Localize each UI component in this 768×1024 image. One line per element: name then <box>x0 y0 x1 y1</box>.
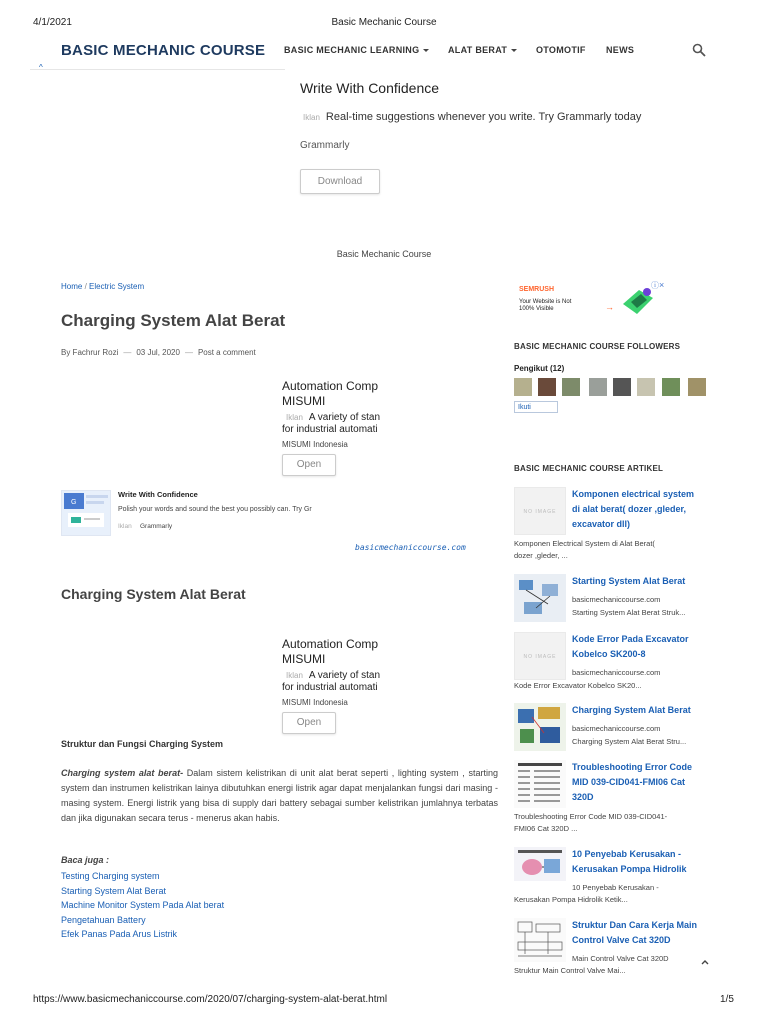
open-button[interactable]: Open <box>282 454 336 476</box>
article-snippet: Kode Error Excavator Kobelco SK20... <box>514 681 642 690</box>
article-snippet: Starting System Alat Berat Struk... <box>572 608 686 617</box>
search-icon[interactable] <box>692 43 706 57</box>
article-thumbnail[interactable] <box>514 918 566 962</box>
article-domain: basicmechaniccourse.com <box>572 668 661 677</box>
article-snippet: Struktur Main Control Valve Mai... <box>514 966 626 975</box>
top-ad-title[interactable]: Write With Confidence <box>300 80 440 96</box>
print-date: 4/1/2021 <box>33 17 72 28</box>
ad-tag: Iklan <box>303 113 320 122</box>
article-thumbnail[interactable]: NO IMAGE <box>514 487 566 535</box>
baca-juga-label: Baca juga : <box>61 855 110 865</box>
avatar[interactable] <box>589 378 607 396</box>
breadcrumb-section[interactable]: Electric System <box>89 282 145 291</box>
post-meta: By Fachrur Rozi — 03 Jul, 2020 — Post a comment <box>61 348 256 357</box>
arrow-right-icon: → <box>605 302 614 312</box>
subheading: Struktur dan Fungsi Charging System <box>61 739 224 749</box>
avatar[interactable] <box>514 378 532 396</box>
nav-otomotif[interactable]: OTOMOTIF <box>536 45 586 55</box>
article-title[interactable]: Struktur Dan Cara Kerja Main Control Valve Cat 320D <box>572 920 698 945</box>
ad-tag: Iklan <box>118 523 132 530</box>
grammarly-logo-icon <box>62 491 110 535</box>
print-page-number: 1/5 <box>720 994 734 1005</box>
scroll-top-icon[interactable] <box>700 957 710 967</box>
breadcrumb: Home / Electric System <box>61 282 145 291</box>
open-button[interactable]: Open <box>282 712 336 734</box>
article-snippet: Komponen Electrical System di Alat Berat( dozer ,gleder, ... <box>514 539 655 560</box>
breadcrumb-home[interactable]: Home <box>61 282 83 291</box>
article-title[interactable]: Komponen electrical system di alat berat( dozer ,gleder, excavator dll) <box>572 489 695 529</box>
top-ad-brand: Grammarly <box>300 140 350 151</box>
related-link[interactable]: Testing Charging system <box>61 871 160 881</box>
article-thumbnail[interactable] <box>514 703 566 751</box>
ad-choices-icon[interactable]: ⓘ <box>651 281 659 290</box>
article-snippet: Charging System Alat Berat Stru... <box>572 737 687 746</box>
article-title[interactable]: Troubleshooting Error Code MID 039-CID041-FMI06 Cat 320D <box>572 762 693 802</box>
print-title: Basic Mechanic Course <box>331 17 437 28</box>
avatar[interactable] <box>688 378 706 396</box>
avatar[interactable] <box>562 378 580 396</box>
article-thumbnail[interactable] <box>514 574 566 622</box>
nav-basic-mechanic-learning[interactable]: BASIC MECHANIC LEARNING <box>284 45 429 55</box>
nav-alat-berat[interactable]: ALAT BERAT <box>448 45 517 55</box>
semrush-ad[interactable] <box>513 280 665 322</box>
article-paragraph: Charging system alat berat- Dalam sistem kelistrikan di unit alat berat seperti , lighting system , starting system dan instrumen kelistrikan lainya dibutuhkan energi listrik agar dapat menjalankan fungsi dari masing - masing system. Energi listrik yang bisa di supply dari battery sebagai sumber kelistrikan jumlahnya terbatas dan jika digunakan secara terus - menerus akan habis. <box>61 768 498 823</box>
print-url: https://www.basicmechaniccourse.com/2020/07/charging-system-alat-berat.html <box>33 994 388 1005</box>
post-date: 03 Jul, 2020 <box>136 348 180 357</box>
chevron-down-icon <box>511 49 517 52</box>
article-thumbnail[interactable] <box>514 760 566 808</box>
nav-news[interactable]: NEWS <box>606 45 635 55</box>
followers-heading: BASIC MECHANIC COURSE FOLLOWERS <box>514 342 681 351</box>
nav-divider <box>30 69 285 70</box>
article-title[interactable]: 10 Penyebab Kerusakan - Kerusakan Pompa Hidrolik <box>572 849 687 874</box>
svg-text:G: G <box>71 499 77 506</box>
chevron-up-icon[interactable]: ^ <box>39 63 43 72</box>
article-snippet: Troubleshooting Error Code MID 039-CID041- FMI06 Cat 320D ... <box>514 812 668 833</box>
avatar[interactable] <box>637 378 655 396</box>
grammarly-ad-body: Polish your words and sound the best you possibly can. Try Gr <box>118 506 312 513</box>
section-heading: Charging System Alat Berat <box>61 586 246 602</box>
grammarly-thumbnail[interactable] <box>61 490 111 536</box>
misumi-ad[interactable]: Automation Comp MISUMI Iklan A variety of stan for industrial automati <box>282 379 381 435</box>
related-link[interactable]: Starting System Alat Berat <box>61 885 167 896</box>
article-domain: basicmechaniccourse.com <box>572 724 661 733</box>
article-snippet: Main Control Valve Cat 320D <box>572 954 669 963</box>
grammarly-ad-brand: Grammarly <box>140 523 173 530</box>
misumi-ad[interactable]: Automation Comp MISUMI Iklan A variety of stan for industrial automati <box>282 637 381 693</box>
site-name-center: Basic Mechanic Course <box>336 249 432 259</box>
article-snippet: 10 Penyebab Kerusakan - <box>572 883 659 892</box>
related-link[interactable]: Pengetahuan Battery <box>61 914 146 925</box>
grammarly-ad-title[interactable]: Write With Confidence <box>118 490 198 499</box>
post-comment-link[interactable]: Post a comment <box>197 348 256 357</box>
baca-juga-links <box>61 869 224 942</box>
article-domain: basicmechaniccourse.com <box>572 595 661 604</box>
misumi-source: MISUMI Indonesia <box>282 440 348 449</box>
follow-button[interactable]: Ikuti <box>514 401 558 413</box>
followers-count: Pengikut (12) <box>514 364 565 373</box>
misumi-source: MISUMI Indonesia <box>282 698 348 707</box>
site-watermark: basicmechaniccourse.com <box>355 543 466 552</box>
top-ad-body: Iklan Real-time suggestions whenever you write. Try Grammarly today <box>303 111 642 123</box>
article-thumbnail[interactable]: NO IMAGE <box>514 632 566 680</box>
article-thumbnail[interactable] <box>514 847 566 881</box>
related-link[interactable]: Machine Monitor System Pada Alat berat <box>61 900 225 911</box>
semrush-ad-text: Your Website is Not 100% Visible <box>519 299 572 312</box>
related-link[interactable]: Efek Panas Pada Arus Listrik <box>61 929 178 940</box>
download-button[interactable]: Download <box>300 169 380 194</box>
post-author[interactable]: By Fachrur Rozi <box>61 348 119 357</box>
chevron-down-icon <box>423 49 429 52</box>
close-icon[interactable]: × <box>659 280 665 290</box>
avatar[interactable] <box>538 378 556 396</box>
semrush-logo: SEMRUSH <box>519 286 555 293</box>
article-snippet: Kerusakan Pompa Hidrolik Ketik... <box>514 895 628 904</box>
articles-heading: BASIC MECHANIC COURSE ARTIKEL <box>514 464 664 473</box>
avatar[interactable] <box>613 378 631 396</box>
post-title: Charging System Alat Berat <box>61 311 286 330</box>
site-title[interactable]: BASIC MECHANIC COURSE <box>61 42 266 59</box>
article-title[interactable]: Charging System Alat Berat <box>572 705 691 715</box>
article-title[interactable]: Kode Error Pada Excavator Kobelco SK200-8 <box>572 634 689 659</box>
article-title[interactable]: Starting System Alat Berat <box>572 576 686 586</box>
avatar[interactable] <box>662 378 680 396</box>
